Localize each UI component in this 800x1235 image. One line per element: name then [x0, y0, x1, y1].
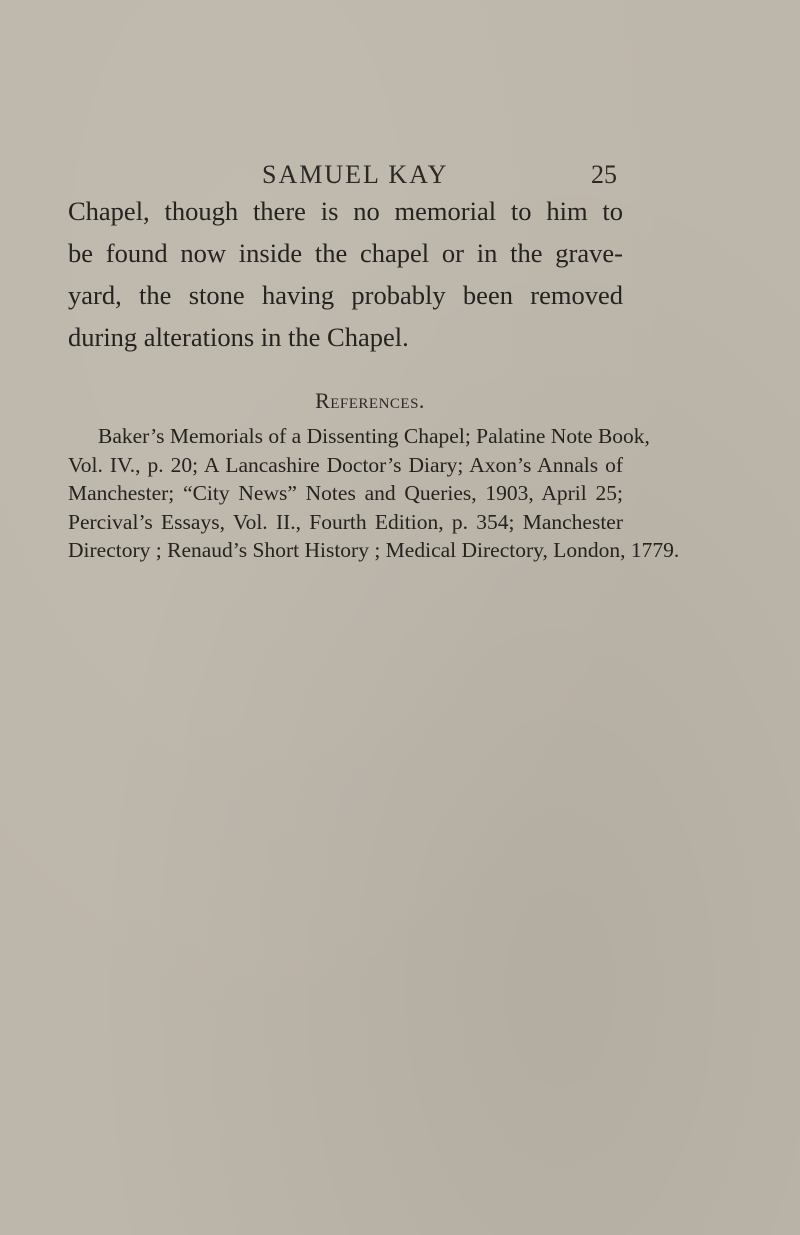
references-list — [68, 422, 680, 565]
body-line: be found now inside the chapel or in the grave- — [68, 238, 623, 268]
references-heading — [0, 388, 800, 414]
reference-line: Directory ; Renaud’s Short History ; Medical Directory, London, 1779. — [68, 538, 680, 562]
running-head: SAMUEL KAY — [262, 160, 449, 189]
body-line: yard, the stone having probably been removed — [68, 280, 623, 310]
body-line: Chapel, though there is no memorial to him to — [68, 196, 623, 226]
body-line: during alterations in the Chapel. — [68, 322, 409, 352]
reference-line: Baker’s Memorials of a Dissenting Chapel; Palatine Note Book, — [98, 424, 650, 448]
page-number: 25 — [591, 160, 617, 189]
body-paragraph — [68, 190, 623, 358]
references-heading-text: References. — [315, 388, 425, 413]
reference-line: Percival’s Essays, Vol. II., Fourth Edition, p. 354; Manchester — [68, 509, 623, 534]
reference-line: Vol. IV., p. 20; A Lancashire Doctor’s Diary; Axon’s Annals of — [68, 452, 623, 477]
reference-line: Manchester; “City News” Notes and Queries, 1903, April 25; — [68, 481, 623, 505]
